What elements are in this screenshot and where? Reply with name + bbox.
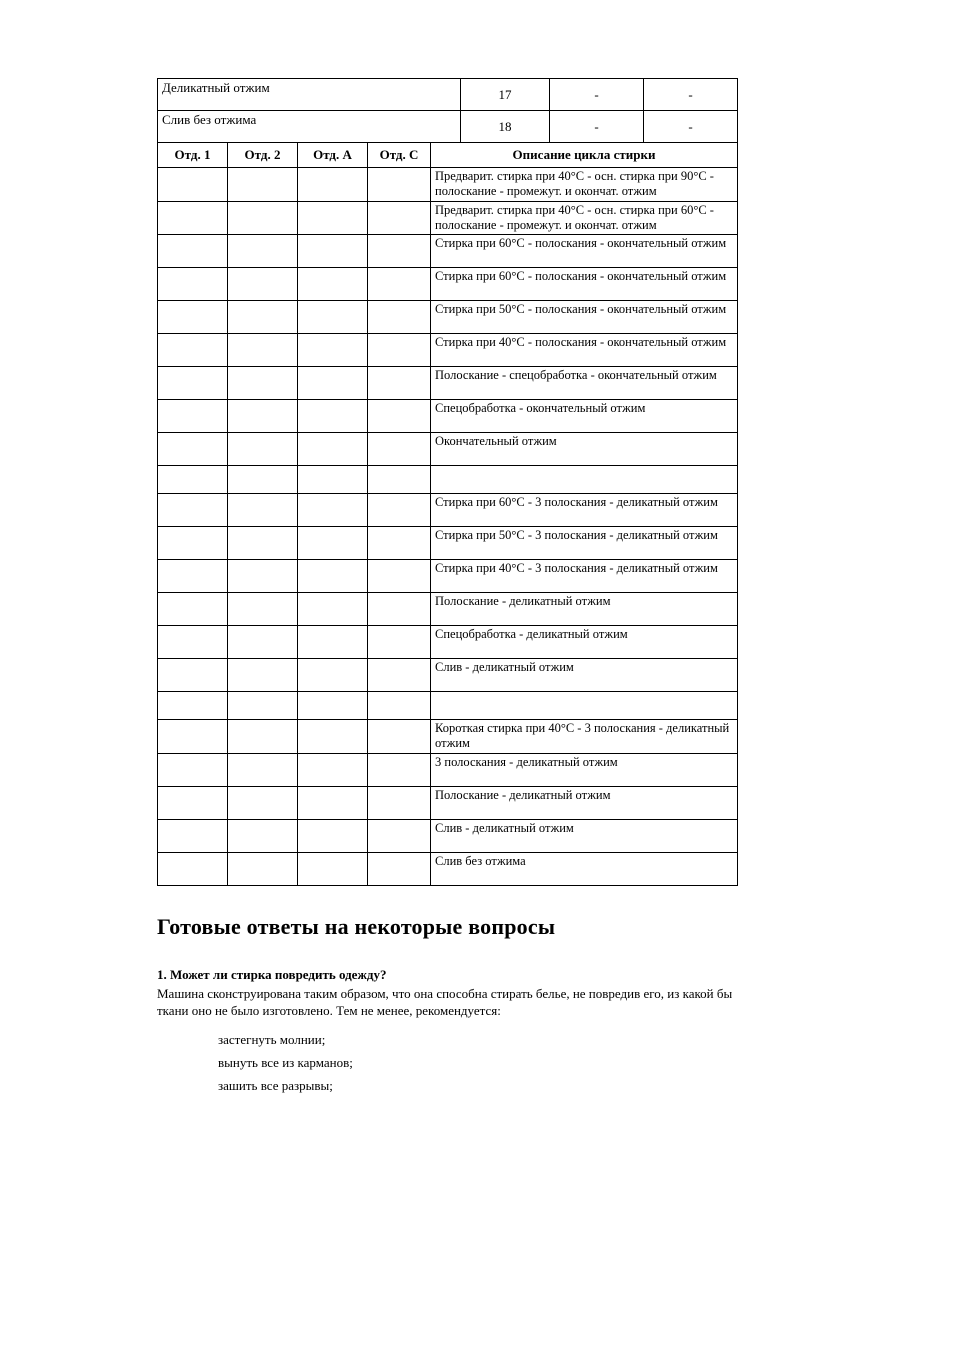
cell-otdc [368, 560, 431, 593]
cell-otd1 [158, 659, 228, 692]
cycle-description: Слив без отжима [431, 852, 738, 885]
cell-otdc [368, 268, 431, 301]
cell-otd2 [228, 494, 298, 527]
cycle-description: Слив - деликатный отжим [431, 819, 738, 852]
cycle-description: Стирка при 40°C - полоскания - окончательный отжим [431, 334, 738, 367]
cell-otd2 [228, 433, 298, 466]
cell-otd1 [158, 301, 228, 334]
cell-otdc [368, 466, 431, 494]
cell-otda [298, 786, 368, 819]
cell-otdc [368, 753, 431, 786]
cycle-description: Стирка при 60°C - полоскания - окончательный отжим [431, 235, 738, 268]
cycle-row [158, 852, 738, 885]
cell-otd1 [158, 268, 228, 301]
cycle-row [158, 201, 738, 235]
col-header-otd2: Отд. 2 [228, 143, 298, 168]
faq-list [218, 1032, 737, 1094]
cell-otd2 [228, 593, 298, 626]
cycle-row [158, 466, 738, 494]
cell-otd1 [158, 819, 228, 852]
cell-otda [298, 692, 368, 720]
cycle-row [158, 268, 738, 301]
cycle-description [431, 466, 738, 494]
section-heading: Готовые ответы на некоторые вопросы [157, 913, 556, 939]
cell-otd2 [228, 819, 298, 852]
cycle-row [158, 168, 738, 202]
program-col3: - [644, 111, 738, 143]
cell-otd2 [228, 367, 298, 400]
cycle-row [158, 400, 738, 433]
cell-otd2 [228, 659, 298, 692]
cell-otdc [368, 852, 431, 885]
program-label: Деликатный отжим [158, 79, 461, 111]
cell-otdc [368, 367, 431, 400]
faq-list-item: зашить все разрывы; [218, 1077, 333, 1093]
spin-programs-table [157, 78, 738, 143]
col-header-otdc: Отд. С [368, 143, 431, 168]
cycle-description: Полоскание - деликатный отжим [431, 593, 738, 626]
cell-otdc [368, 301, 431, 334]
program-col2: - [550, 111, 644, 143]
cell-otd2 [228, 466, 298, 494]
col-header-otda: Отд. А [298, 143, 368, 168]
cycle-row [158, 334, 738, 367]
cell-otda [298, 659, 368, 692]
cell-otdc [368, 494, 431, 527]
cell-otd2 [228, 527, 298, 560]
cell-otda [298, 626, 368, 659]
cell-otda [298, 433, 368, 466]
cycle-row [158, 786, 738, 819]
faq-list-item: застегнуть молнии; [218, 1031, 326, 1047]
cycle-row [158, 626, 738, 659]
cycle-description [431, 692, 738, 720]
cycle-row [158, 753, 738, 786]
cell-otd1 [158, 692, 228, 720]
col-header-description: Описание цикла стирки [431, 143, 738, 168]
cell-otd1 [158, 433, 228, 466]
cycle-row [158, 819, 738, 852]
cycle-description: Предварит. стирка при 40°C - осн. стирка при 60°C - полоскание - промежут. и окончат. отжим [431, 201, 738, 235]
cycle-row [158, 367, 738, 400]
cell-otd1 [158, 494, 228, 527]
cycle-row [158, 433, 738, 466]
cell-otdc [368, 692, 431, 720]
faq-list-item: вынуть все из карманов; [218, 1054, 353, 1070]
cell-otdc [368, 786, 431, 819]
cell-otda [298, 201, 368, 235]
cycle-description: Стирка при 60°C - полоскания - окончательный отжим [431, 268, 738, 301]
header-row [158, 143, 738, 168]
program-number: 17 [461, 79, 550, 111]
cycle-row [158, 494, 738, 527]
cell-otda [298, 753, 368, 786]
cell-otd1 [158, 168, 228, 202]
cell-otda [298, 168, 368, 202]
faq-question-body: Машина сконструирована таким образом, что она способна стирать белье, не повредив его, из какой бы ткани оно не было изготовлено. Тем не менее, рекомендуется: [157, 985, 733, 1018]
cell-otda [298, 560, 368, 593]
cell-otdc [368, 626, 431, 659]
cell-otd1 [158, 593, 228, 626]
cycle-description: Стирка при 50°C - полоскания - окончательный отжим [431, 301, 738, 334]
cycle-description: Окончательный отжим [431, 433, 738, 466]
cell-otdc [368, 235, 431, 268]
cycle-description: Стирка при 60°C - 3 полоскания - деликатный отжим [431, 494, 738, 527]
cell-otda [298, 235, 368, 268]
cycle-description: 3 полоскания - деликатный отжим [431, 753, 738, 786]
cell-otda [298, 334, 368, 367]
cell-otdc [368, 201, 431, 235]
cycle-description: Спецобработка - деликатный отжим [431, 626, 738, 659]
program-number: 18 [461, 111, 550, 143]
table-row [158, 79, 738, 111]
cell-otd1 [158, 626, 228, 659]
cell-otd2 [228, 692, 298, 720]
program-label: Слив без отжима [158, 111, 461, 143]
cell-otdc [368, 659, 431, 692]
cell-otd1 [158, 753, 228, 786]
cell-otd1 [158, 334, 228, 367]
cell-otda [298, 852, 368, 885]
page-content [157, 78, 737, 1101]
cell-otdc [368, 720, 431, 754]
cell-otd1 [158, 466, 228, 494]
cell-otda [298, 593, 368, 626]
cell-otd2 [228, 268, 298, 301]
cell-otd1 [158, 786, 228, 819]
cycle-description: Стирка при 40°C - 3 полоскания - деликатный отжим [431, 560, 738, 593]
cycle-row [158, 720, 738, 754]
cell-otd2 [228, 786, 298, 819]
cell-otd2 [228, 753, 298, 786]
cell-otdc [368, 400, 431, 433]
cell-otdc [368, 593, 431, 626]
cell-otd1 [158, 201, 228, 235]
cell-otd2 [228, 626, 298, 659]
cell-otdc [368, 819, 431, 852]
cell-otdc [368, 168, 431, 202]
cell-otd2 [228, 301, 298, 334]
table-row [158, 111, 738, 143]
cell-otd1 [158, 367, 228, 400]
cell-otda [298, 494, 368, 527]
cell-otd2 [228, 560, 298, 593]
cell-otdc [368, 433, 431, 466]
cycle-row [158, 235, 738, 268]
cell-otd1 [158, 527, 228, 560]
cell-otd2 [228, 334, 298, 367]
faq-question-title: 1. Может ли стирка повредить одежду? [157, 966, 387, 982]
cell-otdc [368, 334, 431, 367]
wash-cycle-table [157, 142, 738, 886]
cell-otda [298, 466, 368, 494]
cycle-row [158, 560, 738, 593]
cycle-row [158, 527, 738, 560]
cell-otda [298, 301, 368, 334]
cycle-description: Слив - деликатный отжим [431, 659, 738, 692]
cycle-description: Короткая стирка при 40°C - 3 полоскания - деликатный отжим [431, 720, 738, 754]
cell-otd1 [158, 400, 228, 433]
cycle-description: Стирка при 50°C - 3 полоскания - деликатный отжим [431, 527, 738, 560]
cell-otd1 [158, 852, 228, 885]
cell-otda [298, 819, 368, 852]
cell-otd2 [228, 201, 298, 235]
cycle-description: Полоскание - спецобработка - окончательный отжим [431, 367, 738, 400]
cell-otdc [368, 527, 431, 560]
cell-otda [298, 268, 368, 301]
cell-otda [298, 400, 368, 433]
cell-otd1 [158, 720, 228, 754]
col-header-otd1: Отд. 1 [158, 143, 228, 168]
cycle-description: Полоскание - деликатный отжим [431, 786, 738, 819]
cell-otd2 [228, 400, 298, 433]
program-col2: - [550, 79, 644, 111]
cycle-row [158, 301, 738, 334]
cell-otda [298, 367, 368, 400]
cell-otd2 [228, 235, 298, 268]
cycle-row [158, 692, 738, 720]
cycle-description: Предварит. стирка при 40°C - осн. стирка при 90°C - полоскание - промежут. и окончат. отжим [431, 168, 738, 202]
cell-otd2 [228, 852, 298, 885]
cycle-row [158, 659, 738, 692]
cell-otd2 [228, 168, 298, 202]
cell-otd1 [158, 235, 228, 268]
cycle-row [158, 593, 738, 626]
cell-otda [298, 720, 368, 754]
cell-otd1 [158, 560, 228, 593]
cell-otd2 [228, 720, 298, 754]
program-col3: - [644, 79, 738, 111]
cycle-description: Спецобработка - окончательный отжим [431, 400, 738, 433]
cell-otda [298, 527, 368, 560]
